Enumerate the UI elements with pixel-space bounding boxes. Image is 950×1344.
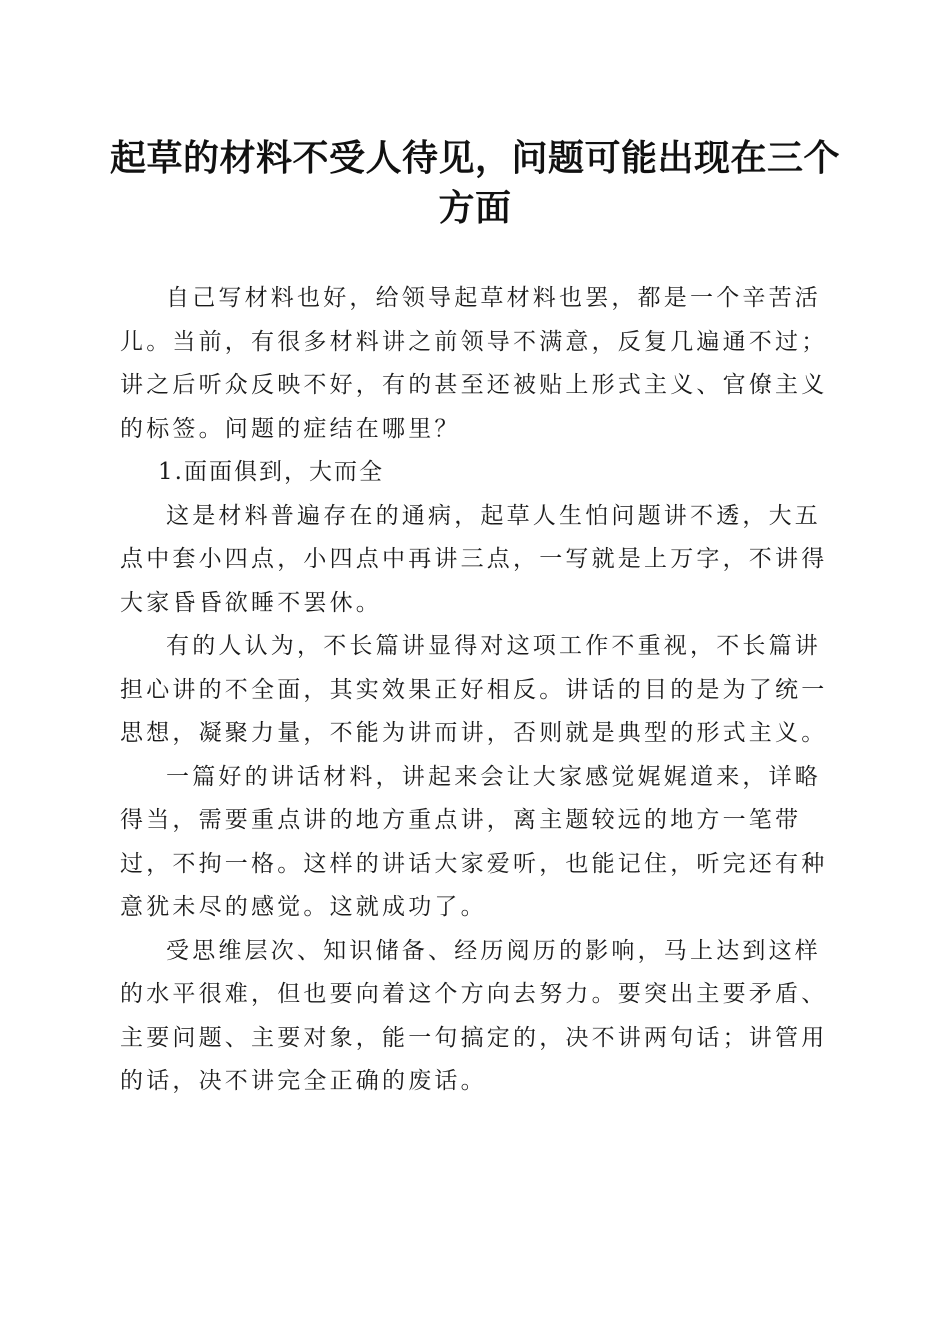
body-paragraph: 有的人认为，不长篇讲显得对这项工作不重视，不长篇讲担心讲的不全面，其实效果正好相反。讲话的目的是为了统一思想，凝聚力量，不能为讲而讲，否则就是典型的形式主义。 xyxy=(120,633,828,746)
body-paragraph: 受思维层次、知识储备、经历阅历的影响，马上达到这样的水平很难，但也要向着这个方向去努力。要突出主要矛盾、主要问题、主要对象，能一句搞定的，决不讲两句话；讲管用的话，决不讲完全正确的废话。 xyxy=(120,937,828,1094)
document-body xyxy=(120,277,830,1104)
section-heading: 1.面面俱到，大而全 xyxy=(158,459,384,485)
document-title: 起草的材料不受人待见，问题可能出现在三个方面 xyxy=(110,138,841,229)
body-paragraph: 一篇好的讲话材料，讲起来会让大家感觉娓娓道来，详略得当，需要重点讲的地方重点讲，离主题较远的地方一笔带过，不拘一格。这样的讲话大家爱听，也能记住，听完还有种意犹未尽的感觉。这就成功了。 xyxy=(120,763,828,920)
body-paragraph: 自己写材料也好，给领导起草材料也罢，都是一个辛苦活儿。当前，有很多材料讲之前领导不满意，反复几遍通不过；讲之后听众反映不好，有的甚至还被贴上形式主义、官僚主义的标签。问题的症结在哪里？ xyxy=(120,285,828,442)
body-paragraph: 这是材料普遍存在的通病，起草人生怕问题讲不透，大五点中套小四点，小四点中再讲三点，一写就是上万字，不讲得大家昏昏欲睡不罢休。 xyxy=(120,502,828,616)
